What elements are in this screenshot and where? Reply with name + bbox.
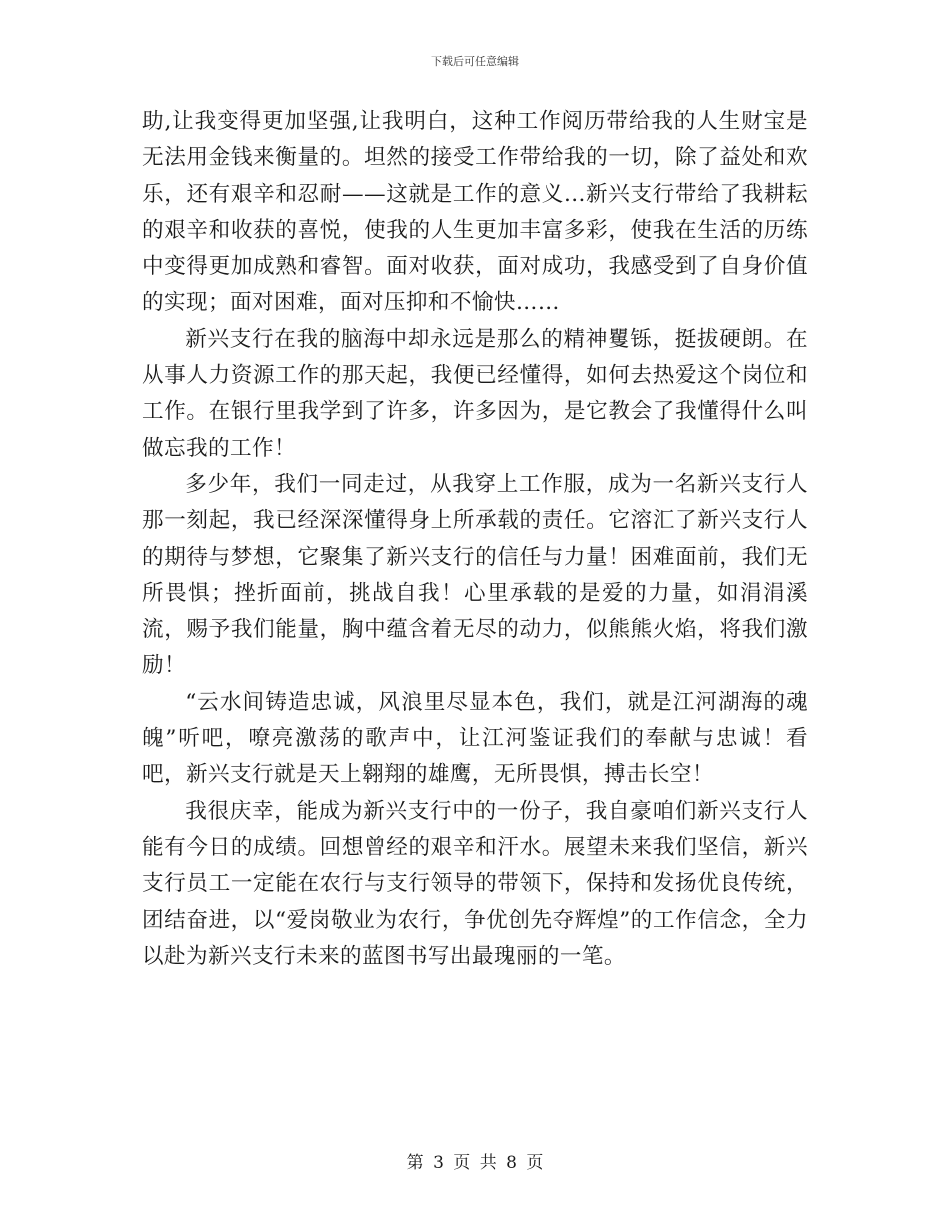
document-body xyxy=(142,104,808,975)
page-header-note: 下载后可任意编辑 xyxy=(431,55,519,68)
paragraph: 多少年，我们一同走过，从我穿上工作服，成为一名新兴支行人那一刻起，我已经深深懂得身上所承载的责任。它溶汇了新兴支行人的期待与梦想，它聚集了新兴支行的信任与力量！困难面前，我们无所畏惧；挫折面前，挑战自我！心里承载的是爱的力量，如涓涓溪流，赐予我们能量，胸中蕴含着无尽的动力，似熊熊火焰，将我们激励！ xyxy=(142,471,808,679)
paragraph: 新兴支行在我的脑海中却永远是那么的精神矍铄，挺拔硬朗。在从事人力资源工作的那天起，我便已经懂得，如何去热爱这个岗位和工作。在银行里我学到了许多，许多因为，是它教会了我懂得什么叫做忘我的工作！ xyxy=(142,326,808,461)
paragraph-continuation: 助,让我变得更加坚强,让我明白，这种工作阅历带给我的人生财宝是无法用金钱来衡量的。坦然的接受工作带给我的一切，除了益处和欢乐，还有艰辛和忍耐——这就是工作的意义...新兴支行带给了我耕耘的艰辛和收获的喜悦，使我的人生更加丰富多彩，使我在生活的历练中变得更加成熟和睿智。面对收获，面对成功，我感受到了自身价值的实现；面对困难，面对压抑和不愉快…… xyxy=(142,109,808,316)
paragraph: “云水间铸造忠诚，风浪里尽显本色，我们，就是江河湖海的魂魄”听吧，嘹亮激荡的歌声中，让江河鉴证我们的奉献与忠诚！看吧，新兴支行就是天上翱翔的雄鹰，无所畏惧，搏击长空！ xyxy=(142,689,808,788)
page-number-footer: 第 3 页 共 8 页 xyxy=(406,1153,544,1173)
paragraph: 我很庆幸，能成为新兴支行中的一份子，我自豪咱们新兴支行人能有今日的成绩。回想曾经的艰辛和汗水。展望未来我们坚信，新兴支行员工一定能在农行与支行领导的带领下，保持和发扬优良传统，团结奋进，以“爱岗敬业为农行，争优创先夺辉煌”的工作信念，全力以赴为新兴支行未来的蓝图书写出最瑰丽的一笔。 xyxy=(142,798,808,969)
